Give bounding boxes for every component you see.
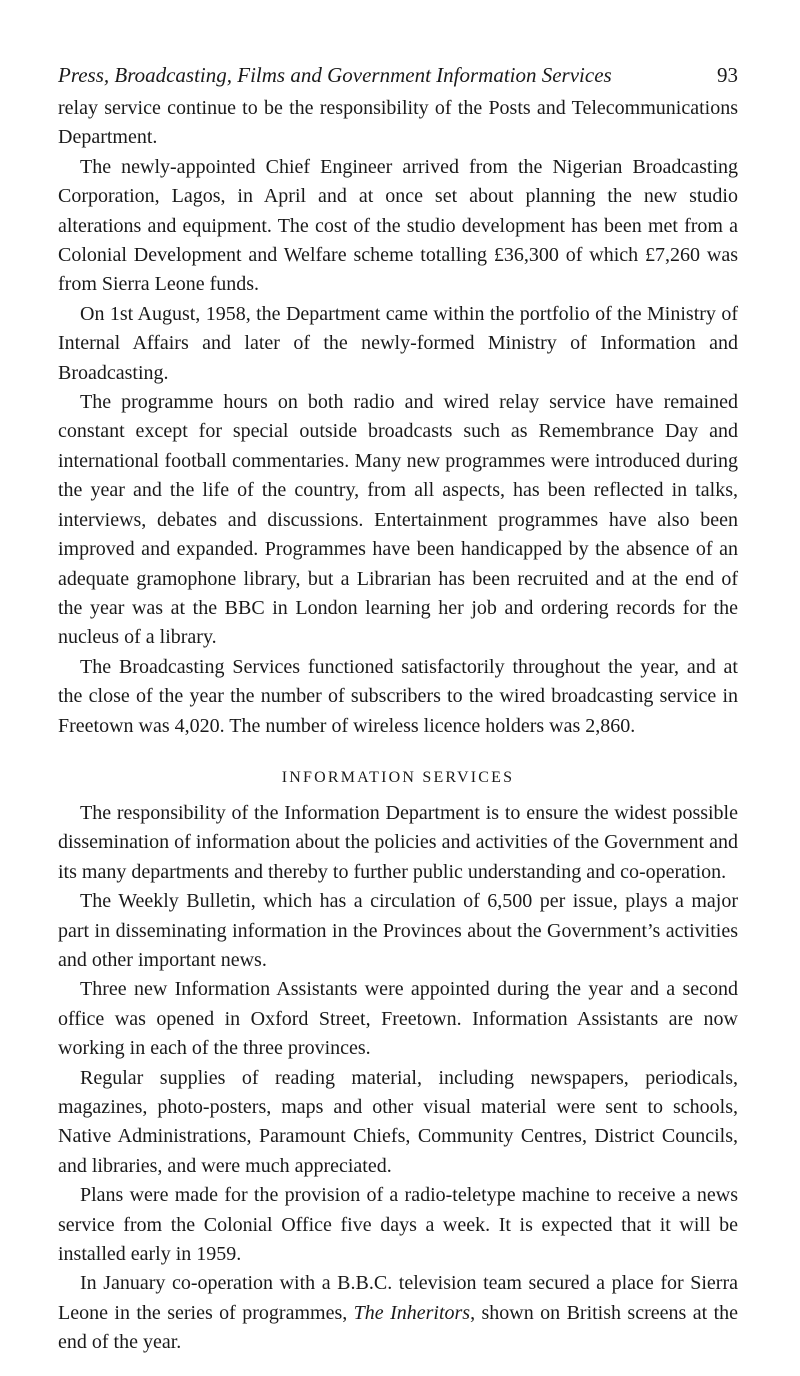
- paragraph: Plans were made for the provision of a radio-teletype machine to receive a news service from the Colonial Office five days a week. It is expected that it will be installed early in 1959.: [58, 1184, 738, 1266]
- paragraph: Three new Information Assistants were appointed during the year and a second office was opened in Oxford Street, Freetown. Information Assistants are now working in each of the three provinces.: [58, 978, 738, 1060]
- paragraph: The Weekly Bulletin, which has a circulation of 6,500 per issue, plays a major part in disseminating information in the Provinces about the Government’s activities and other important news.: [58, 890, 738, 971]
- section-heading: INFORMATION SERVICES: [281, 768, 515, 786]
- paragraph: Regular supplies of reading material, including newspapers, periodicals, magazines, photo-posters, maps and other visual material were sent to schools, Native Administrations, Paramount Chiefs, Community Centres, District Councils, and libraries, and were much appreciated.: [58, 1066, 738, 1177]
- body-text: [58, 94, 738, 1358]
- paragraph: [58, 1269, 738, 1357]
- page-number: 93: [717, 63, 738, 87]
- paragraph-text: , shown on British screens at the end of the year.: [58, 1301, 738, 1354]
- paragraph: The newly-appointed Chief Engineer arrived from the Nigerian Broadcasting Corporation, Lagos, in April and at once set about planning the new studio alterations and equipment. The cost of the studio development has been met from a Colonial Development and Welfare scheme totalling £36,300 of which £7,260 was from Sierra Leone funds.: [58, 155, 738, 296]
- paragraph: On 1st August, 1958, the Department came within the portfolio of the Ministry of Internal Affairs and later of the newly-formed Ministry of Information and Broadcasting.: [58, 302, 738, 384]
- paragraph: The programme hours on both radio and wired relay service have remained constant except for special outside broadcasts such as Remembrance Day and international football commentaries. Many new programmes were introduced during the year and the life of the country, from all aspects, has been reflected in talks, interviews, debates and discussions. Entertainment programmes have also been improved and expanded. Programmes have been handicapped by the absence of an adequate gramophone library, but a Librarian has been recruited and at the end of the year was at the BBC in London learning her job and ordering records for the nucleus of a library.: [58, 391, 738, 649]
- paragraph-text: In January co-operation with a B.B.C. television team secured a place for Sierra Leone in the series of programmes,: [58, 1272, 738, 1324]
- paragraph: relay service continue to be the responsibility of the Posts and Telecommunications Department.: [58, 97, 738, 149]
- programme-title: The Inheritors: [353, 1301, 471, 1324]
- running-head-title: Press, Broadcasting, Films and Government Information Services: [58, 63, 612, 87]
- running-head: [58, 62, 738, 88]
- paragraph: The Broadcasting Services functioned satisfactorily throughout the year, and at the close of the year the number of subscribers to the wired broadcasting service in Freetown was 4,020. The number of wireless licence holders was 2,860.: [58, 655, 738, 737]
- paragraph: The responsibility of the Information Department is to ensure the widest possible dissemination of information about the policies and activities of the Government and its many departments and thereby to further public understanding and co-operation.: [58, 801, 738, 883]
